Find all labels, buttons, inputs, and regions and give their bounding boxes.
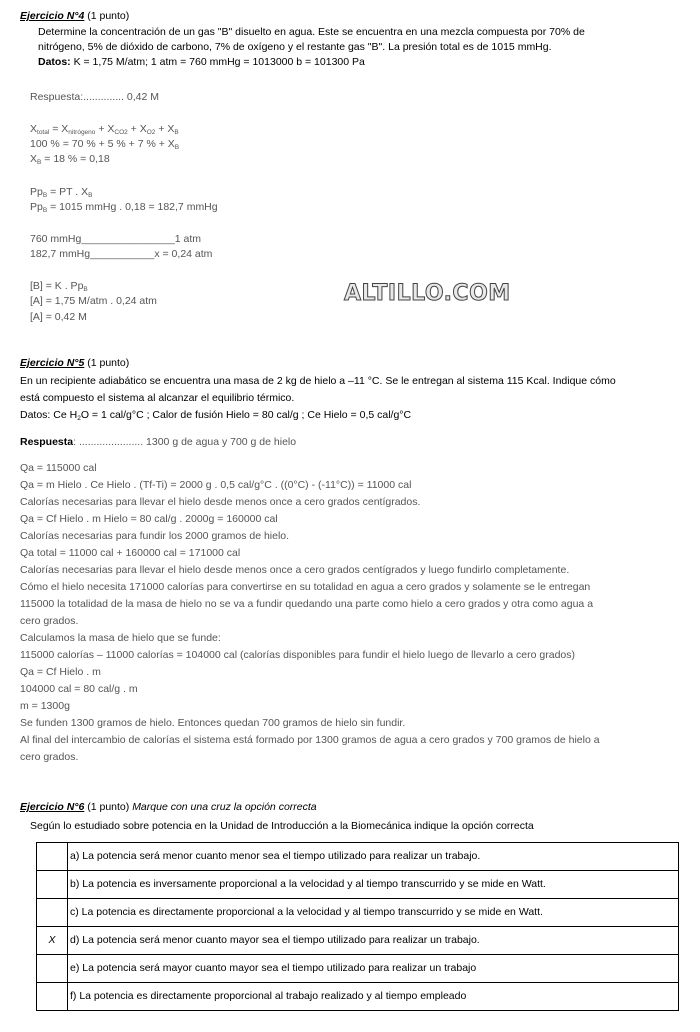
ej5-solution-line: cero grados. [20, 615, 79, 627]
option-row-c [37, 899, 679, 927]
ej5-solution-line: Calorías necesarias para llevar el hielo desde menos once a cero grados centígrados y luego fundirlo completamente. [20, 564, 570, 576]
option-row-d [37, 927, 679, 955]
option-text: a) La potencia será menor cuanto menor sea el tiempo utilizado para realizar un trabajo. [68, 843, 679, 871]
ej5-solution-line: 115000 la totalidad de la masa de hielo no se va a fundir quedando una parte como hielo a cero grados y otra como agua a [20, 598, 594, 610]
ej5-answer-value: 1300 g de agua y 700 g de hielo [143, 436, 297, 448]
option-text: f) La potencia es directamente proporcional al trabajo realizado y al tiempo empleado [68, 983, 679, 1011]
ej5-data: Datos: Ce $H_2O = 1$ cal/g°C ; Calor de fusión Hielo = 80 cal/g ; Ce Hielo = 0,5 cal/g°C [20, 409, 412, 422]
ej4-equation-5: $Pp_B = 1015$ mmHg . 0,18 = 182,7 mmHg [30, 201, 218, 214]
ej5-statement-line2: está compuesto el sistema al alcanzar el equilibrio térmico. [20, 392, 295, 404]
ej4-answer-dots: .............. [83, 91, 124, 103]
ej5-solution-line: Qa = Cf Hielo . m Hielo = 80 cal/g . 2000g = 160000 cal [20, 513, 278, 525]
ej4-data-text: K = 1,75 M/atm; 1 atm = 760 mmHg = 1013000 b = 101300 Pa [70, 56, 365, 68]
ej4-equation-8: [B] = K . $Pp_B$ [30, 280, 88, 293]
ej4-equation-9: [A] = 1,75 M/atm . 0,24 atm [30, 295, 157, 307]
ej4-equation-1: $X_{total} = X_{nitrógeno} + X_{CO2} + X_{O2} + X_B$ [30, 123, 179, 136]
ej5-solution-line: m = 1300g [20, 700, 70, 712]
option-mark-cell[interactable] [37, 871, 68, 899]
ej6-statement: Según lo estudiado sobre potencia en la Unidad de Introducción a la Biomecánica indique la opción correcta [30, 820, 534, 832]
ej4-equation-4: $Pp_B$ = PT . $X_B$ [30, 186, 93, 199]
ej4-equation-7: 182,7 mmHg___________x = 0,24 atm [30, 248, 213, 260]
ej4-data-label: Datos: [38, 56, 71, 68]
option-mark-cell[interactable] [37, 955, 68, 983]
ej6-instruction: Marque con una cruz la opción correcta [132, 801, 317, 813]
options-table [36, 842, 679, 1011]
option-mark-cell[interactable] [37, 983, 68, 1011]
ej5-solution-line: 104000 cal = 80 cal/g . m [20, 683, 138, 695]
option-mark-cell[interactable]: X [37, 927, 68, 955]
ej5-title: Ejercicio N°5 [20, 357, 85, 369]
ej4-equation-3: $X_B = 18$ % = 0,18 [30, 153, 110, 166]
ej4-points: (1 punto) [84, 10, 130, 22]
option-row-f [37, 983, 679, 1011]
ej5-heading [20, 357, 129, 370]
ej4-equation-2: 100 % = 70 % + 5 % + 7 % + $X_B$ [30, 138, 180, 151]
ej4-equation-6: 760 mmHg________________1 atm [30, 233, 202, 245]
ej5-solution-line: Al final del intercambio de calorías el sistema está formado por 1300 gramos de agua a cero grados y 700 gramos de hielo a [20, 734, 600, 746]
ej5-solution-line: cero grados. [20, 751, 79, 763]
option-mark-cell[interactable] [37, 899, 68, 927]
ej6-points: (1 punto) [84, 801, 133, 813]
ej5-answer-label: Respuesta [20, 436, 74, 448]
option-mark-cell[interactable] [37, 843, 68, 871]
ej5-solution-line: Qa = 115000 cal [20, 462, 97, 474]
option-text: b) La potencia es inversamente proporcional a la velocidad y al tiempo transcurrido y se mide en Watt. [68, 871, 679, 899]
ej4-statement-line1: Determine la concentración de un gas "B" disuelto en agua. Este se encuentra en una mezcla compuesta por 70% de [38, 26, 585, 38]
ej5-statement-line1: En un recipiente adiabático se encuentra una masa de 2 kg de hielo a –11 °C. Se le entregan al sistema 115 Kcal. Indique cómo [20, 375, 616, 387]
ej4-answer-label: Respuesta: [30, 91, 84, 103]
ej4-data [38, 56, 365, 69]
option-row-a [37, 843, 679, 871]
option-text: d) La potencia será menor cuanto mayor sea el tiempo utilizado para realizar un trabajo. [68, 927, 679, 955]
ej5-solution-line: Qa = Cf Hielo . m [20, 666, 101, 678]
ej4-heading [20, 10, 129, 23]
ej6-heading [20, 801, 317, 814]
option-text: c) La potencia es directamente proporcional a la velocidad y al tiempo transcurrido y se mide en Watt. [68, 899, 679, 927]
ej5-solution-line: Calculamos la masa de hielo que se funde: [20, 632, 221, 644]
option-row-e [37, 955, 679, 983]
ej5-answer [20, 436, 296, 449]
option-row-b [37, 871, 679, 899]
ej4-equation-10: [A] = 0,42 M [30, 311, 87, 323]
ej5-solution-line: Qa total = 11000 cal + 160000 cal = 171000 cal [20, 547, 241, 559]
ej4-answer-value: 0,42 M [123, 91, 159, 103]
ej5-solution-line: Calorías necesarias para fundir los 2000 gramos de hielo. [20, 530, 290, 542]
ej6-title: Ejercicio N°6 [20, 801, 85, 813]
ej4-answer [30, 91, 159, 104]
ej4-title: Ejercicio N°4 [20, 10, 85, 22]
ej5-solution-line: Qa = m Hielo . Ce Hielo . (Tf-Ti) = 2000 g . 0,5 cal/g°C . ((0°C) - (-11°C)) = 11000 cal [20, 479, 412, 491]
option-text: e) La potencia será mayor cuanto mayor sea el tiempo utilizado para realizar un trabajo [68, 955, 679, 983]
ej5-points: (1 punto) [84, 357, 130, 369]
ej4-statement-line2: nitrógeno, 5% de dióxido de carbono, 7% de oxígeno y el restante gas "B". La presión total es de 1015 mmHg. [38, 41, 552, 53]
ej5-answer-dots: : ...................... [73, 436, 144, 448]
ej5-solution-line: Calorías necesarias para llevar el hielo desde menos once a cero grados centígrados. [20, 496, 421, 508]
altillo-watermark: ALTILLO.COM [344, 281, 511, 306]
ej5-solution-line: 115000 calorías – 11000 calorías = 104000 cal (calorías disponibles para fundir el hielo luego de llevarlo a cero grados) [20, 649, 576, 661]
ej5-solution-line: Cómo el hielo necesita 171000 calorías para convertirse en su totalidad en agua a cero grados y solamente se le entregan [20, 581, 591, 593]
ej5-solution-line: Se funden 1300 gramos de hielo. Entonces quedan 700 gramos de hielo sin fundir. [20, 717, 406, 729]
